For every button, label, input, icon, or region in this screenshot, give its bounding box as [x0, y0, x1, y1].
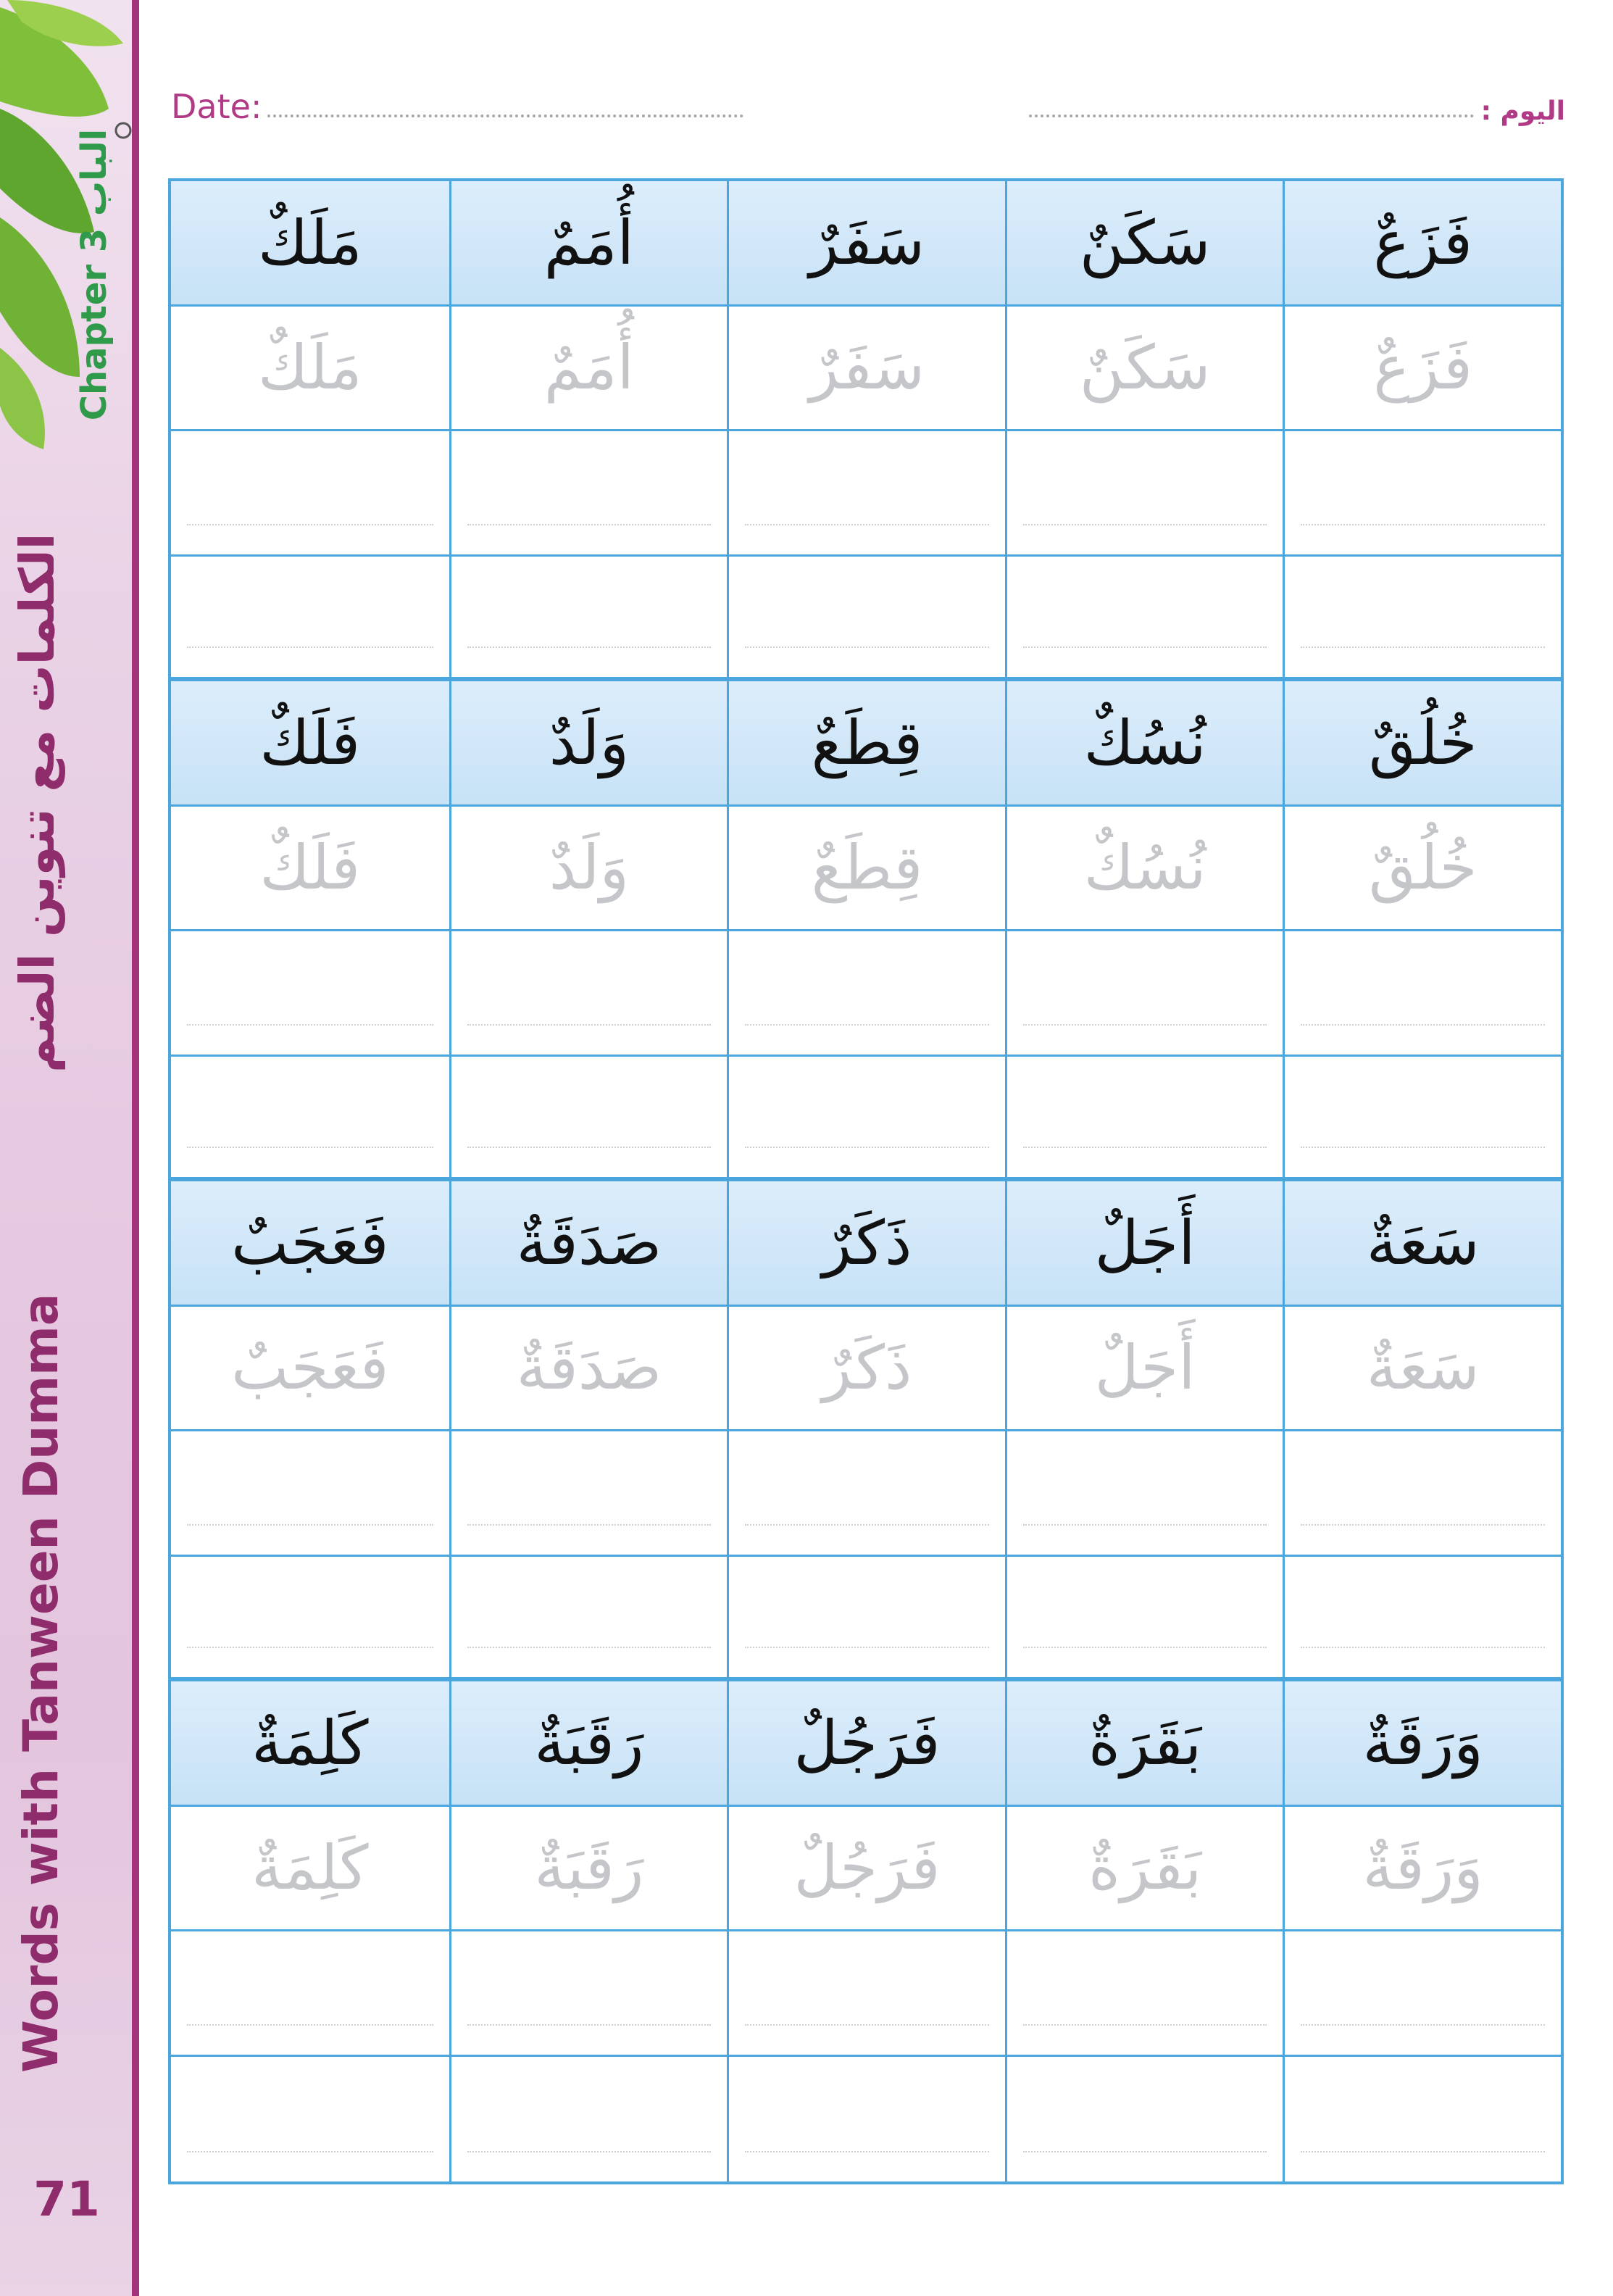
writing-cell[interactable]: [727, 1057, 1005, 1182]
model-word-cell: [171, 681, 449, 807]
writing-cell[interactable]: [1005, 1057, 1283, 1182]
trace-word: سَعَةٌ: [1366, 1332, 1480, 1404]
model-word-cell: [171, 181, 449, 307]
model-word: صَدَقَةٌ: [516, 1207, 662, 1278]
model-word: رَقَبَةٌ: [534, 1707, 644, 1779]
writing-cell[interactable]: [1283, 431, 1561, 557]
model-word-cell: [1283, 1681, 1561, 1807]
model-word: أَجَلٌ: [1094, 1207, 1196, 1278]
model-word-cell: [1005, 181, 1283, 307]
sidebar-rule: [132, 0, 139, 2296]
model-word: سَفَرٌ: [809, 207, 925, 278]
model-word-cell: [727, 1181, 1005, 1307]
worksheet-grid: [168, 178, 1564, 2184]
writing-cell[interactable]: [1283, 1557, 1561, 1682]
trace-word: فَلَكٌ: [259, 832, 361, 904]
trace-word-cell: [1005, 1307, 1283, 1432]
model-word-cell: [449, 1181, 728, 1307]
trace-word: فَعَجَبٌ: [231, 1332, 389, 1404]
writing-cell[interactable]: [171, 931, 449, 1057]
writing-cell[interactable]: [449, 2057, 728, 2182]
trace-word-cell: [727, 1807, 1005, 1932]
model-word-cell: [727, 681, 1005, 807]
english-chapter-title: Words with Tanween Dumma: [13, 1293, 69, 2073]
trace-word-cell: [449, 807, 728, 932]
trace-word-cell: [727, 1307, 1005, 1432]
model-word-cell: [449, 1681, 728, 1807]
writing-cell[interactable]: [171, 1557, 449, 1682]
model-word-cell: [449, 681, 728, 807]
writing-cell[interactable]: [171, 431, 449, 557]
trace-word: سَكَنٌ: [1079, 332, 1211, 404]
model-word: فَزَعٌ: [1373, 207, 1473, 278]
trace-word: وَرَقَةٌ: [1362, 1832, 1483, 1904]
trace-word-cell: [171, 307, 449, 432]
writing-cell[interactable]: [727, 431, 1005, 557]
model-word: سَعَةٌ: [1366, 1207, 1480, 1278]
model-word: خُلُقٌ: [1368, 707, 1477, 778]
arabic-date-blank[interactable]: [1029, 115, 1474, 117]
writing-cell[interactable]: [1283, 1931, 1561, 2057]
writing-cell[interactable]: [727, 557, 1005, 682]
trace-word-cell: [171, 1307, 449, 1432]
writing-cell[interactable]: [1005, 1431, 1283, 1557]
model-word-cell: [171, 1181, 449, 1307]
model-word-cell: [727, 1681, 1005, 1807]
model-word-cell: [449, 181, 728, 307]
writing-cell[interactable]: [1005, 931, 1283, 1057]
date-label: Date:: [171, 87, 262, 126]
model-word-cell: [1283, 1181, 1561, 1307]
writing-cell[interactable]: [449, 1931, 728, 2057]
trace-word: نُسُكٌ: [1083, 832, 1206, 904]
trace-word-cell: [171, 807, 449, 932]
model-word: ذَكَرٌ: [822, 1207, 912, 1278]
writing-cell[interactable]: [727, 1431, 1005, 1557]
writing-cell[interactable]: [727, 2057, 1005, 2182]
trace-word: فَزَعٌ: [1373, 332, 1473, 404]
date-blank[interactable]: [267, 115, 743, 117]
writing-cell[interactable]: [171, 1431, 449, 1557]
writing-cell[interactable]: [1005, 1931, 1283, 2057]
model-word: بَقَرَةٌ: [1088, 1707, 1202, 1779]
chapter-label: Chapter 3 الباب: [74, 128, 114, 421]
page-number: 71: [33, 2171, 100, 2227]
trace-word: فَرَجُلٌ: [793, 1832, 941, 1904]
writing-cell[interactable]: [1005, 1557, 1283, 1682]
trace-word-cell: [449, 1307, 728, 1432]
writing-cell[interactable]: [171, 1057, 449, 1182]
model-word: مَلَكٌ: [258, 207, 362, 278]
trace-word: مَلَكٌ: [258, 332, 362, 404]
model-word-cell: [1005, 681, 1283, 807]
model-word-cell: [1283, 681, 1561, 807]
writing-cell[interactable]: [449, 557, 728, 682]
model-word-cell: [1005, 1181, 1283, 1307]
writing-cell[interactable]: [449, 931, 728, 1057]
trace-word: ذَكَرٌ: [822, 1332, 912, 1404]
writing-cell[interactable]: [727, 1557, 1005, 1682]
trace-word-cell: [1283, 1307, 1561, 1432]
arabic-chapter-title: الكلمات مع تنوين الضم: [9, 533, 65, 1073]
writing-cell[interactable]: [1005, 557, 1283, 682]
writing-cell[interactable]: [1283, 1057, 1561, 1182]
writing-cell[interactable]: [1283, 557, 1561, 682]
writing-cell[interactable]: [1283, 1431, 1561, 1557]
writing-cell[interactable]: [449, 431, 728, 557]
writing-cell[interactable]: [1005, 2057, 1283, 2182]
trace-word: كَلِمَةٌ: [251, 1832, 369, 1904]
writing-cell[interactable]: [727, 931, 1005, 1057]
model-word: نُسُكٌ: [1083, 707, 1206, 778]
model-word-cell: [171, 1681, 449, 1807]
trace-word-cell: [449, 1807, 728, 1932]
trace-word: أَجَلٌ: [1094, 1332, 1196, 1404]
model-word: فَعَجَبٌ: [231, 1207, 389, 1278]
trace-word-cell: [1005, 307, 1283, 432]
writing-cell[interactable]: [449, 1431, 728, 1557]
model-word: كَلِمَةٌ: [251, 1707, 369, 1779]
writing-cell[interactable]: [171, 557, 449, 682]
trace-word-cell: [1005, 807, 1283, 932]
model-word: سَكَنٌ: [1079, 207, 1211, 278]
trace-word-cell: [1283, 807, 1561, 932]
trace-word-cell: [171, 1807, 449, 1932]
trace-word: صَدَقَةٌ: [516, 1332, 662, 1404]
trace-word-cell: [727, 307, 1005, 432]
model-word: وَلَدٌ: [549, 707, 630, 778]
writing-cell[interactable]: [1005, 431, 1283, 557]
writing-cell[interactable]: [1283, 931, 1561, 1057]
trace-word: بَقَرَةٌ: [1088, 1832, 1202, 1904]
date-field[interactable]: [171, 80, 743, 126]
trace-word-cell: [727, 807, 1005, 932]
trace-word-cell: [1283, 1807, 1561, 1932]
trace-word: رَقَبَةٌ: [534, 1832, 644, 1904]
trace-word-cell: [449, 307, 728, 432]
writing-cell[interactable]: [449, 1057, 728, 1182]
trace-word-cell: [1005, 1807, 1283, 1932]
writing-cell[interactable]: [171, 1931, 449, 2057]
writing-cell[interactable]: [171, 2057, 449, 2182]
model-word-cell: [1283, 181, 1561, 307]
model-word: قِطَعٌ: [811, 707, 923, 778]
trace-word-cell: [1283, 307, 1561, 432]
trace-word: خُلُقٌ: [1368, 832, 1477, 904]
trace-word: سَفَرٌ: [809, 332, 925, 404]
trace-word: أُمَمٌ: [543, 332, 635, 404]
model-word-cell: [1005, 1681, 1283, 1807]
trace-word: وَلَدٌ: [549, 832, 630, 904]
writing-cell[interactable]: [1283, 2057, 1561, 2182]
model-word: فَرَجُلٌ: [793, 1707, 941, 1779]
writing-cell[interactable]: [727, 1931, 1005, 2057]
model-word: وَرَقَةٌ: [1362, 1707, 1483, 1779]
model-word-cell: [727, 181, 1005, 307]
model-word: أُمَمٌ: [543, 207, 635, 278]
trace-word: قِطَعٌ: [811, 832, 923, 904]
writing-cell[interactable]: [449, 1557, 728, 1682]
arabic-date-field[interactable]: [1029, 80, 1565, 126]
arabic-date-label: اليوم :: [1480, 96, 1565, 126]
model-word: فَلَكٌ: [259, 707, 361, 778]
